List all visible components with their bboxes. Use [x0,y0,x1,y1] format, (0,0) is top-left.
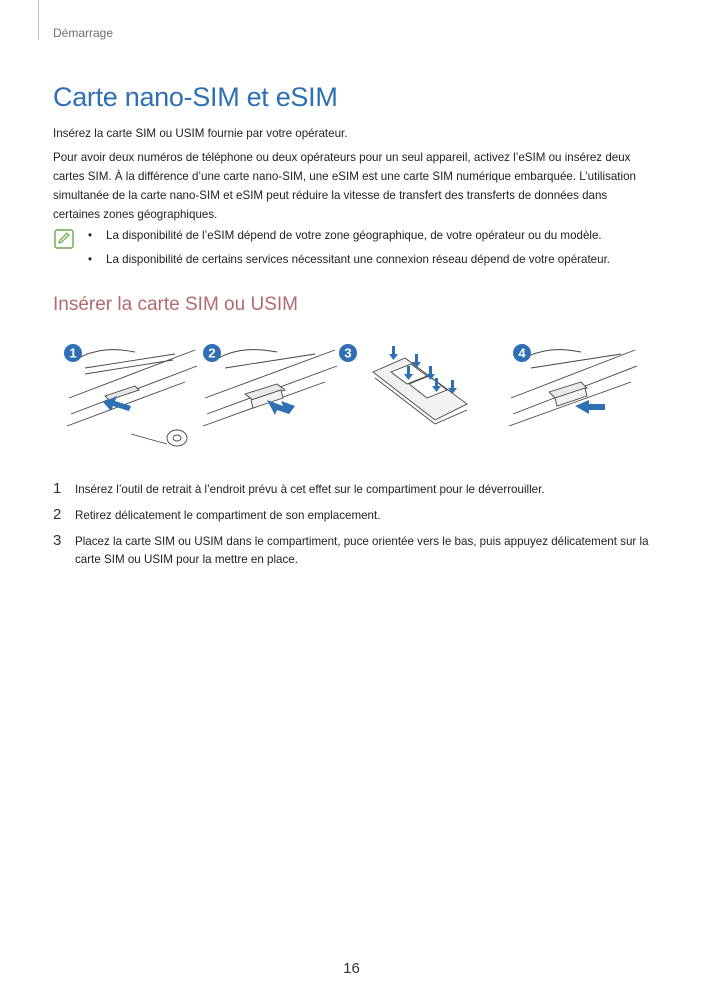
step-badge: 4 [518,345,526,361]
description-text: Pour avoir deux numéros de téléphone ou deux opérateurs pour un seul appareil, activez l’eSIM ou insérez deux cartes SIM. À la différence d’une carte nano-SIM, une eSIM est une carte SIM numérique embarquée. L’utilisation simultanée de la carte nano-SIM et eSIM peut réduire la vitesse de transfert des transferts de données dans certaines zones géographiques. [53,151,637,221]
note-item: • La disponibilité de certains services nécessitant une connexion réseau dépend de votre opérateur. [88,250,610,274]
step-text: Placez la carte SIM ou USIM dans le compartiment, puce orientée vers le bas, puis appuyez délicatement sur la carte SIM ou USIM pour la mettre en place. [75,535,649,566]
step-text: Retirez délicatement le compartiment de son emplacement. [75,509,381,522]
steps-list [53,481,673,577]
page-number: 16 [343,960,360,977]
step-1-illustration [67,350,197,446]
section-header: Démarrage [53,26,114,40]
step-badge: 2 [208,345,216,361]
step-badge: 3 [344,345,352,361]
step-item [53,507,673,525]
page-title: Carte nano-SIM et eSIM [53,82,338,112]
section-subtitle: Insérer la carte SIM ou USIM [53,294,298,315]
step-number: 2 [53,506,62,523]
step-2-illustration [203,350,337,426]
step-item [53,481,673,499]
step-number: 1 [53,480,62,497]
step-badge: 1 [69,345,77,361]
note-icon [54,229,74,249]
step-item [53,533,673,569]
sim-insertion-illustration [55,338,655,460]
step-4-illustration [509,350,637,426]
step-text: Insérez l’outil de retrait à l’endroit prévu à cet effet sur le compartiment pour le déverrouiller. [75,483,545,496]
step-number: 3 [53,532,62,549]
intro-text: Insérez la carte SIM ou USIM fournie par votre opérateur. [53,127,348,140]
header-rule [38,0,39,40]
note-list [88,226,610,274]
note-item: • La disponibilité de l’eSIM dépend de votre zone géographique, de votre opérateur ou du modèle. [88,226,610,250]
